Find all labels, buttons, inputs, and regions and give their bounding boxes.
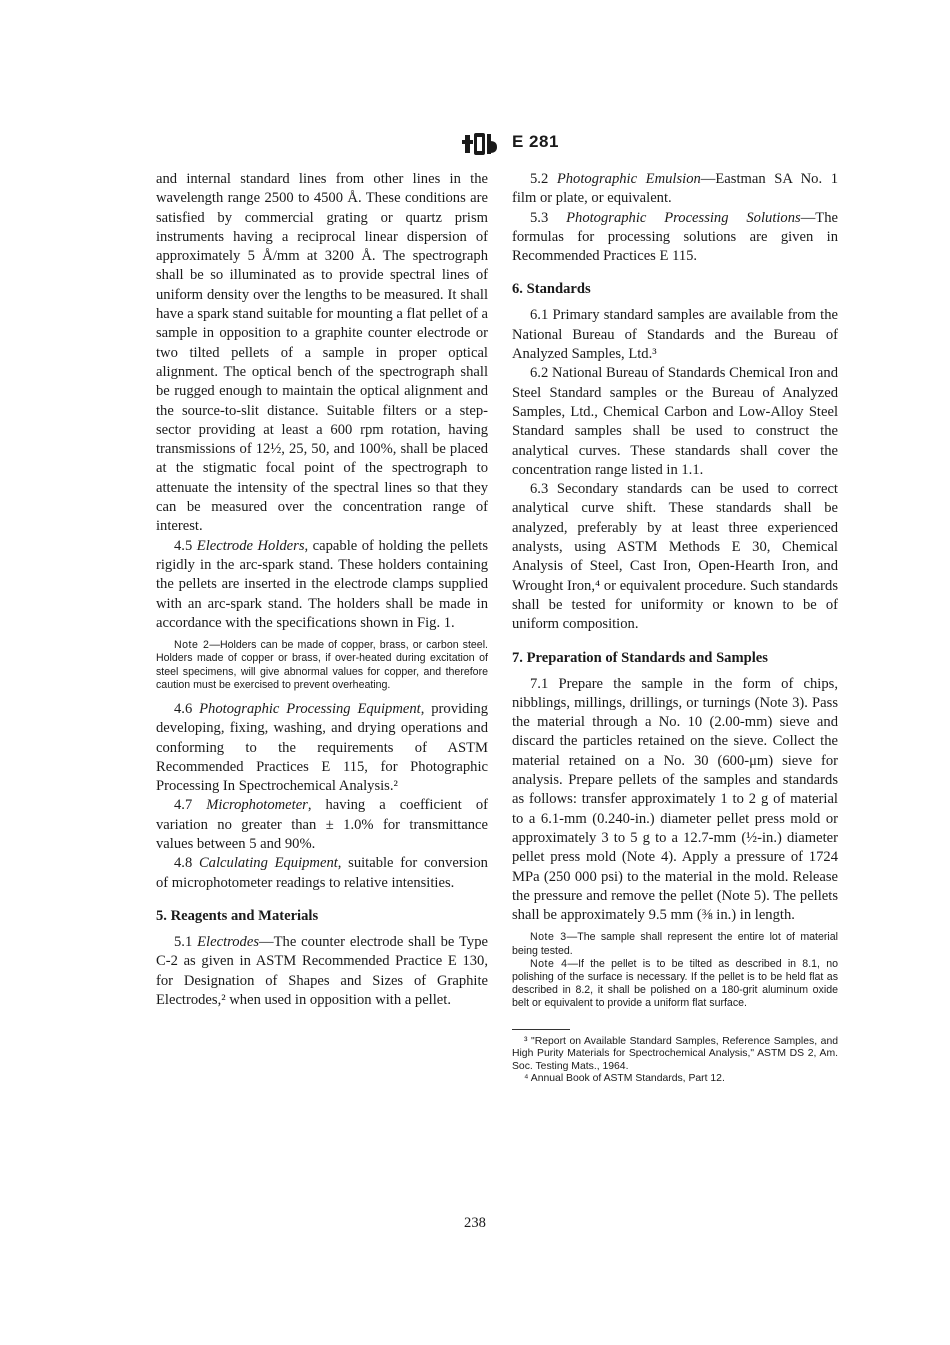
paragraph-5-1: 5.1 Electrodes—The counter electrode shall be Type C-2 as given in ASTM Recommended Practice E 130, for Designation of Shapes and Sizes of Graphite Electrodes,² when used in opposition with a pellet. <box>156 933 488 1008</box>
right-column <box>512 170 838 1086</box>
term-electrode-holders: Electrode Holders <box>196 537 305 554</box>
note-2: Note 2—Holders can be made of copper, brass, or carbon steel. Holders made of copper or brass, if over-heated during excitation of steel specimens, will give abnormal values for copper, and therefore caution must be exercised to prevent overheating. <box>156 639 488 691</box>
paragraph-6-3: 6.3 Secondary standards can be used to correct analytical curve shift. These standards shall be analyzed, preferably by at least three experienced analysts, using ASTM Methods E 30, Chemical Analysis of Steel, Cast Iron, Open-Hearth Iron, and Wrought Iron,⁴ or equivalent procedure. Such standards shall be tested for uniformity or known to be of uniform composition. <box>512 481 838 633</box>
term-calculating-equipment: Calculating Equipment <box>198 855 338 872</box>
paragraph-5-2: 5.2 Photographic Emulsion—Eastman SA No. 1 film or plate, or equivalent. <box>512 171 838 207</box>
footnote-divider <box>512 1029 570 1030</box>
term-electrodes: Electrodes <box>197 933 260 950</box>
page-header <box>0 130 950 160</box>
section-heading-7: 7. Preparation of Standards and Samples <box>512 649 768 666</box>
paragraph-4-5: 4.5 Electrode Holders, capable of holding the pellets rigidly in the arc-spark stand. These holders containing the pellets are inserted in the electrode clamps supplied with an arc-spark stand. The holders shall be made in accordance with the specifications shown in Fig. 1. <box>156 537 489 631</box>
term-microphotometer: Microphotometer <box>206 797 308 814</box>
paragraph-7-1: 7.1 Prepare the sample in the form of chips, nibblings, millings, drillings, or turnings (Note 3). Pass the material through a No. 10 (2.00-mm) sieve and discard the particles retained on the sieve. Collect the material retained on a No. 30 (600-μm) sieve for analysis. Prepare pellets of the samples and standards as follows: transfer approximately 1 to 2 g of material to a 6.1-mm (0.240-in.) diameter pellet press mold or approximately 3 to 5 g to a 12.7-mm (½-in.) diameter pellet press mold (Note 4). Apply a pressure of 1724 MPa (250 000 psi) to the material in the mold. Release the pressure and remove the pellet (Note 5). The pellets shall be approximately 9.5 mm (⅜ in.) in length. <box>512 675 838 924</box>
paragraph-4-6: 4.6 Photographic Processing Equipment, providing developing, fixing, washing, and drying operations and conforming to the requirements of ASTM Recommended Practices E 115, for Photographic Processing In Spectrochemical Analysis.² <box>156 700 488 795</box>
term-photographic-emulsion: Photographic Emulsion <box>556 171 701 187</box>
left-column <box>156 170 488 1010</box>
standard-designation: E 281 <box>512 132 559 151</box>
note-3: Note 3—The sample shall represent the entire lot of material being tested. <box>512 931 839 957</box>
footnote-3: ³ "Report on Available Standard Samples, Reference Samples, and High Purity Materials for Spectrochemical Analysis," ASTM DS 2, Am. Soc. Testing Mats., 1964. <box>512 1035 838 1072</box>
term-photographic-processing-solutions: Photographic Processing Solutions <box>566 209 801 226</box>
note-4: Note 4—If the pellet is to be tilted as described in 8.1, no polishing of the surface is necessary. If the pellet is to be held flat as described in 8.2, it shall be polished on a 180-grit aluminum oxide belt or equivalent to provide a uniform flat surface. <box>512 957 838 1010</box>
paragraph-6-2: 6.2 National Bureau of Standards Chemical Iron and Steel Standard samples or the Bureau of Analyzed Samples, Ltd., Chemical Carbon and Low-Alloy Steel Standard samples shall be used to construct the analytical curves. These standards shall cover the concentration range listed in 1.1. <box>512 365 838 478</box>
paragraph-4-4-continued: and internal standard lines from other lines in the wavelength range 2500 to 4500 Å. These conditions are satisfied by commercial grating or quartz prism instruments having a reciprocal linear dispersion of approximately 5 Å/mm at 3200 Å. The spectrograph shall be so illuminated as to provide spectral lines of uniform density over the lengths to be measured. It shall have a spark stand suitable for mounting a flat pellet of a sample in opposition to a graphite counter electrode or two tilted pellets of a sample in proper optical alignment. The optical bench of the spectrograph shall be rugged enough to maintain the optical alignment and the source-to-slit distance. Suitable filters or a step-sector providing at least a 600 rpm rotation, having transmissions of 12½, 25, 50, and 100%, shall be placed at the stigmatic focal point of the spectrograph to attenuate the intensity of the spectral lines so that they can be measured over the concentration range of interest. <box>156 171 488 535</box>
section-heading-5: 5. Reagents and Materials <box>156 907 319 924</box>
paragraph-5-3: 5.3 Photographic Processing Solutions—The formulas for processing solutions are given in Recommended Practices E 115. <box>512 209 838 265</box>
paragraph-6-1: 6.1 Primary standard samples are available from the National Bureau of Standards and the Bureau of Analyzed Samples, Ltd.³ <box>512 307 838 363</box>
footnote-4: ⁴ Annual Book of ASTM Standards, Part 12. <box>524 1073 725 1085</box>
section-heading-6: 6. Standards <box>512 281 591 298</box>
term-photographic-processing-equipment: Photographic Processing Equipment <box>199 700 421 717</box>
paragraph-4-7: 4.7 Microphotometer, having a coefficient of variation no greater than ± 1.0% for transmittance values between 5 and 90%. <box>156 797 488 853</box>
paragraph-4-8: 4.8 Calculating Equipment, suitable for conversion of microphotometer readings to relative intensities. <box>156 855 488 891</box>
page-number: 238 <box>464 1215 486 1231</box>
astm-logo-icon <box>462 131 498 157</box>
